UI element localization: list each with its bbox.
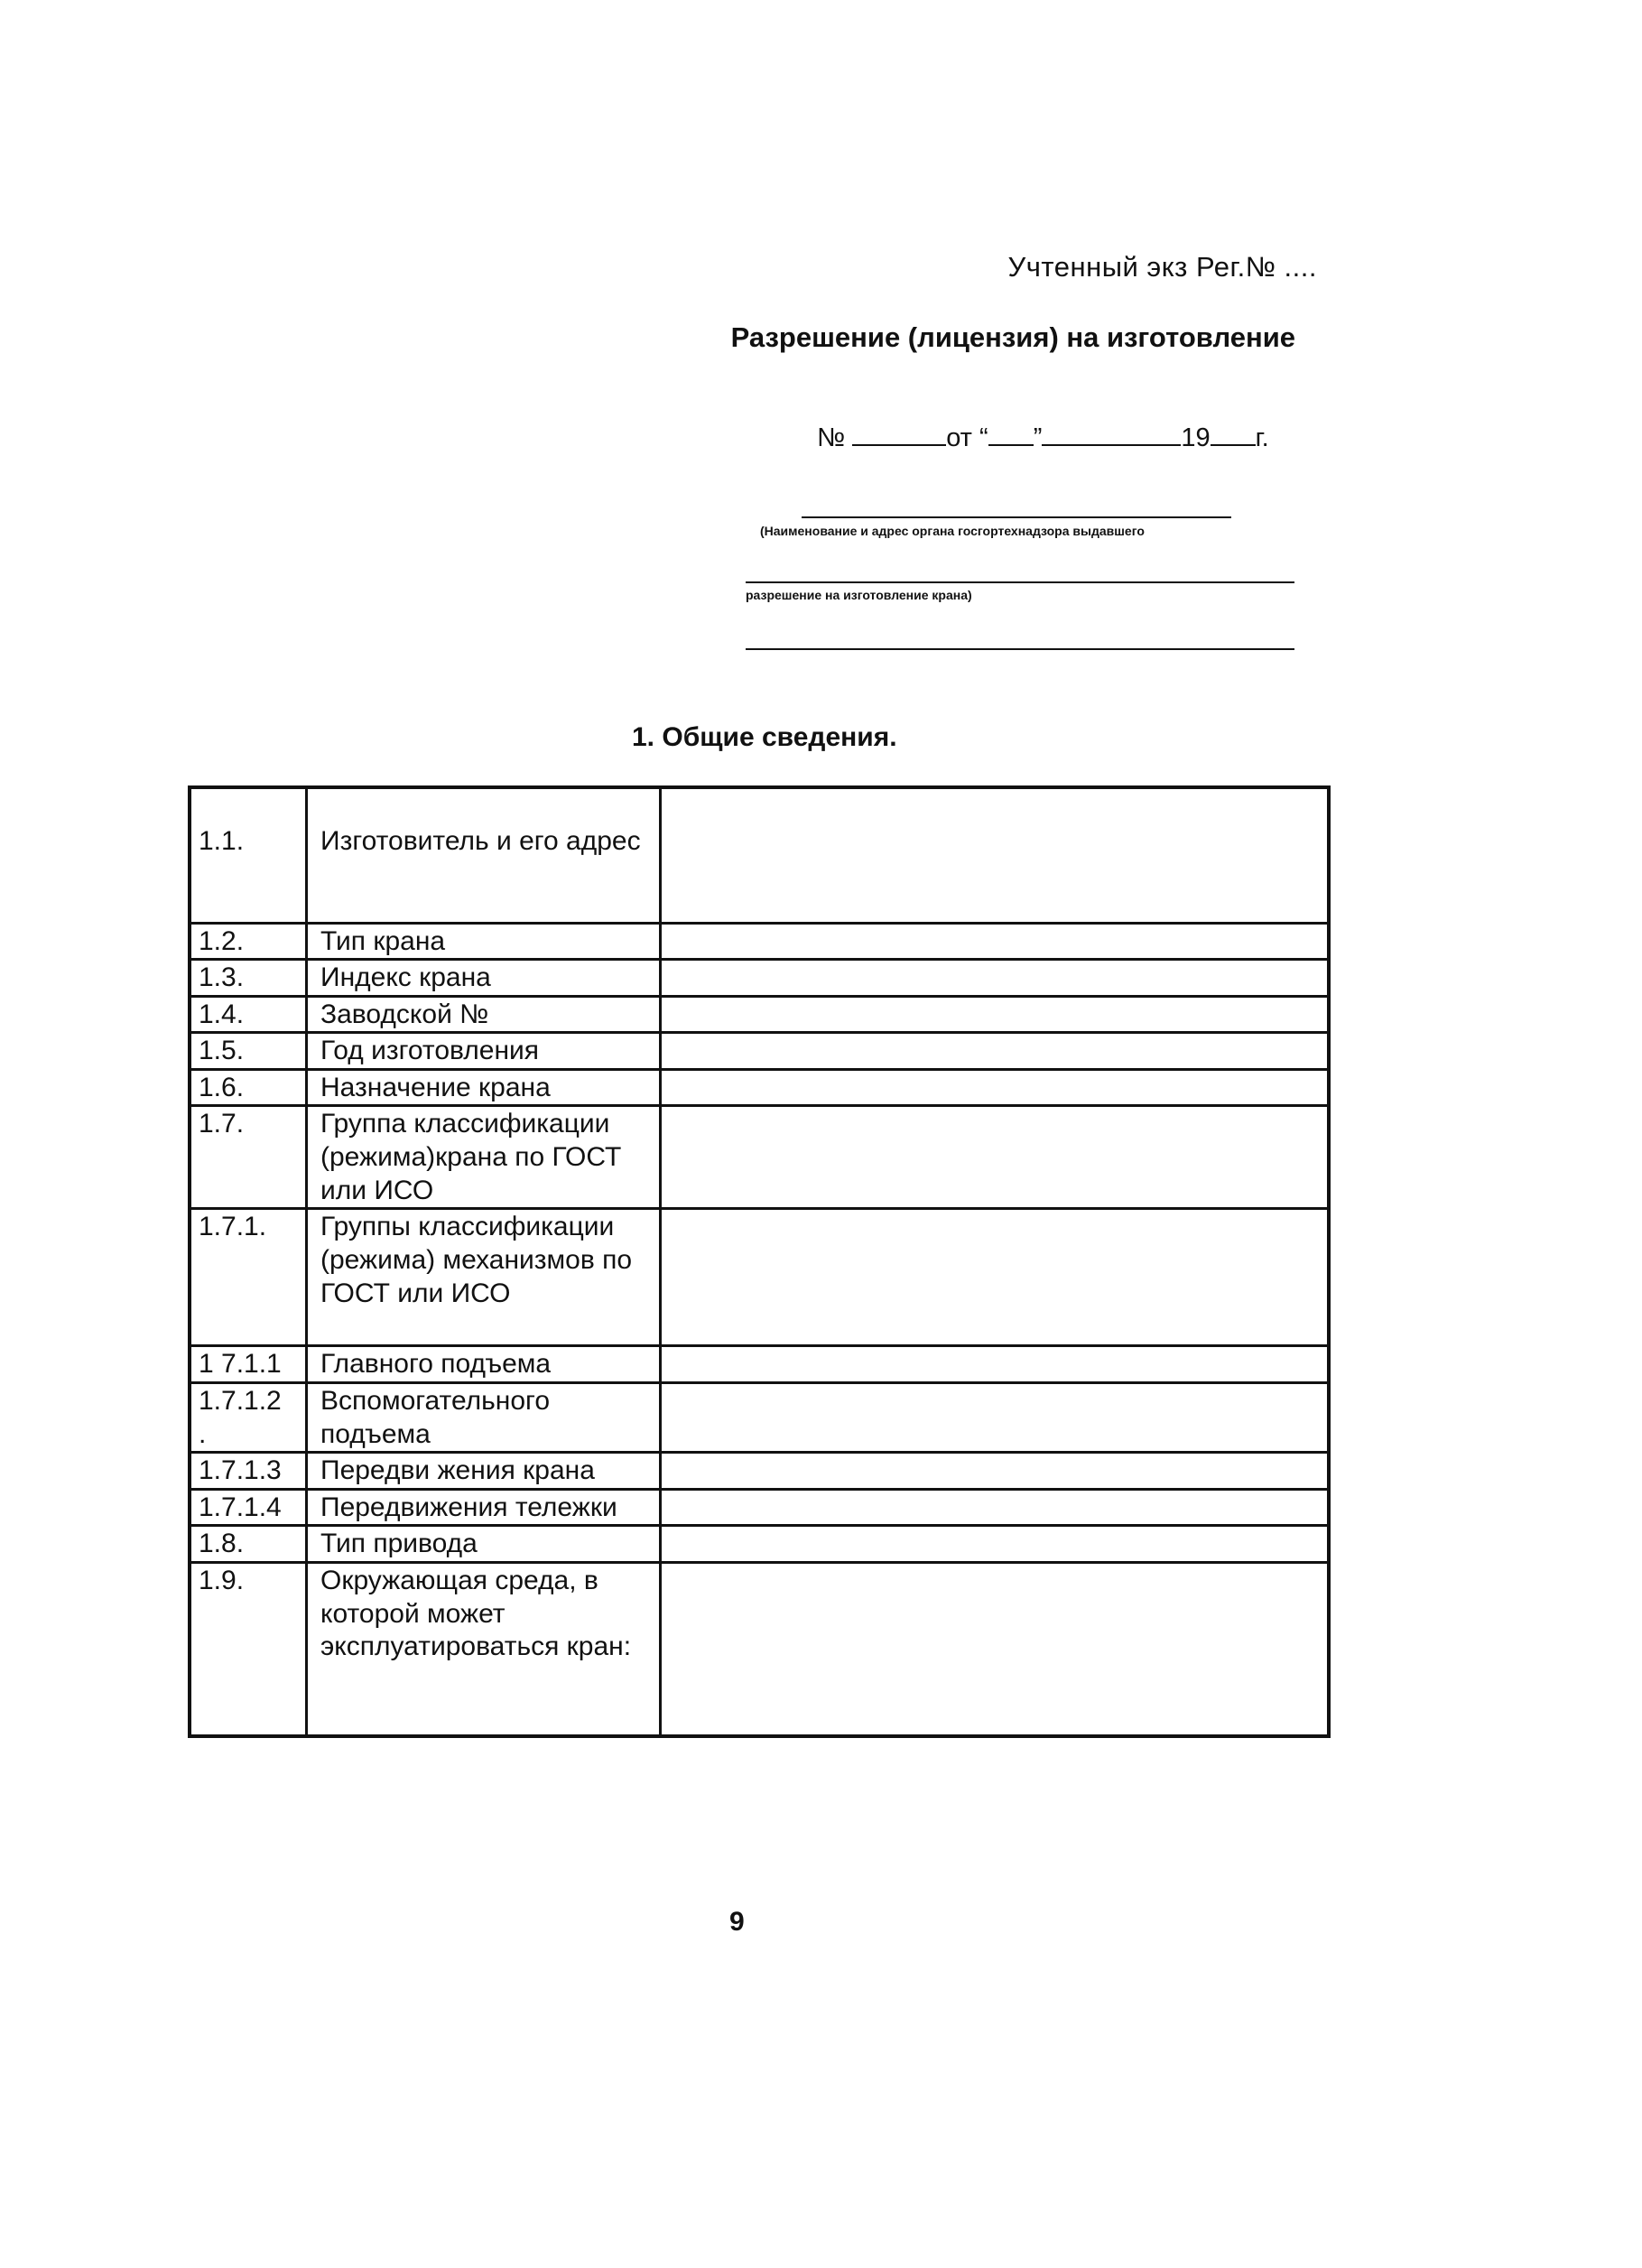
row-label: Группы классификации (режима) механизмов по ГОСТ или ИСО <box>307 1209 661 1346</box>
row-value <box>661 1209 1330 1346</box>
row-value <box>661 1033 1330 1070</box>
month-blank <box>1042 421 1181 446</box>
row-value <box>661 960 1330 997</box>
table-row <box>190 1489 1329 1526</box>
row-number: 1.8. <box>190 1526 307 1563</box>
row-label: Окружающая среда, в которой может эксплуатироваться кран: <box>307 1563 661 1736</box>
row-value <box>661 1489 1330 1526</box>
row-value <box>661 1563 1330 1736</box>
row-label: Заводской № <box>307 996 661 1033</box>
row-label: Главного подъема <box>307 1346 661 1383</box>
row-number: 1.5. <box>190 1033 307 1070</box>
table-row <box>190 1069 1329 1106</box>
table-row <box>190 960 1329 997</box>
number-sign: № <box>817 423 846 452</box>
row-value <box>661 996 1330 1033</box>
general-info-table <box>188 785 1331 1738</box>
row-label: Тип крана <box>307 923 661 960</box>
row-number: 1.2. <box>190 923 307 960</box>
row-number: 1.7.1.3 <box>190 1453 307 1490</box>
table-row <box>190 996 1329 1033</box>
page-number: 9 <box>729 1907 745 1937</box>
row-value <box>661 1453 1330 1490</box>
row-number: 1.3. <box>190 960 307 997</box>
row-value <box>661 1383 1330 1453</box>
date-quote: ” <box>1033 423 1043 452</box>
table-row <box>190 1209 1329 1346</box>
row-number: 1.9. <box>190 1563 307 1736</box>
authority-caption-1: (Наименование и адрес органа госгортехнадзора выдавшего <box>760 524 1145 538</box>
authority-caption-2: разрешение на изготовление крана) <box>746 588 972 602</box>
row-label: Тип привода <box>307 1526 661 1563</box>
registration-line: Учтенный экз Рег.№ .... <box>1007 251 1317 283</box>
row-number: 1 7.1.1 <box>190 1346 307 1383</box>
table-row <box>190 1453 1329 1490</box>
date-from-label: от “ <box>946 423 988 452</box>
row-number: 1.1. <box>190 787 307 923</box>
row-value <box>661 787 1330 923</box>
table-row <box>190 787 1329 923</box>
row-label: Передви жения крана <box>307 1453 661 1490</box>
table-row <box>190 1033 1329 1070</box>
row-value <box>661 1526 1330 1563</box>
table-row <box>190 1346 1329 1383</box>
table-row <box>190 1383 1329 1453</box>
row-number: 1.7.1.2 . <box>190 1383 307 1453</box>
section-title: 1. Общие сведения. <box>632 722 897 752</box>
row-number: 1.6. <box>190 1069 307 1106</box>
number-blank <box>852 421 946 446</box>
row-label: Передвижения тележки <box>307 1489 661 1526</box>
row-label: Вспомогательного подъема <box>307 1383 661 1453</box>
permit-number-line <box>817 421 1269 453</box>
row-value <box>661 1106 1330 1209</box>
row-value <box>661 1346 1330 1383</box>
year-suffix: г. <box>1255 423 1269 452</box>
row-label: Год изготовления <box>307 1033 661 1070</box>
table-row <box>190 1106 1329 1209</box>
row-number: 1.7.1.4 <box>190 1489 307 1526</box>
table-row <box>190 923 1329 960</box>
row-label: Назначение крана <box>307 1069 661 1106</box>
row-label: Группа классификации (режима)крана по ГОСТ или ИСО <box>307 1106 661 1209</box>
authority-rule-1 <box>802 516 1231 518</box>
row-label: Индекс крана <box>307 960 661 997</box>
row-value <box>661 1069 1330 1106</box>
row-number: 1.7. <box>190 1106 307 1209</box>
day-blank <box>988 421 1034 446</box>
year-prefix: 19 <box>1181 423 1211 452</box>
year-blank <box>1211 421 1256 446</box>
document-title: Разрешение (лицензия) на изготовление <box>730 321 1295 353</box>
table-row <box>190 1526 1329 1563</box>
row-label: Изготовитель и его адрес <box>307 787 661 923</box>
authority-rule-3 <box>746 648 1294 650</box>
row-value <box>661 923 1330 960</box>
row-number: 1.4. <box>190 996 307 1033</box>
table-row <box>190 1563 1329 1736</box>
row-number: 1.7.1. <box>190 1209 307 1346</box>
authority-rule-2 <box>746 581 1294 583</box>
